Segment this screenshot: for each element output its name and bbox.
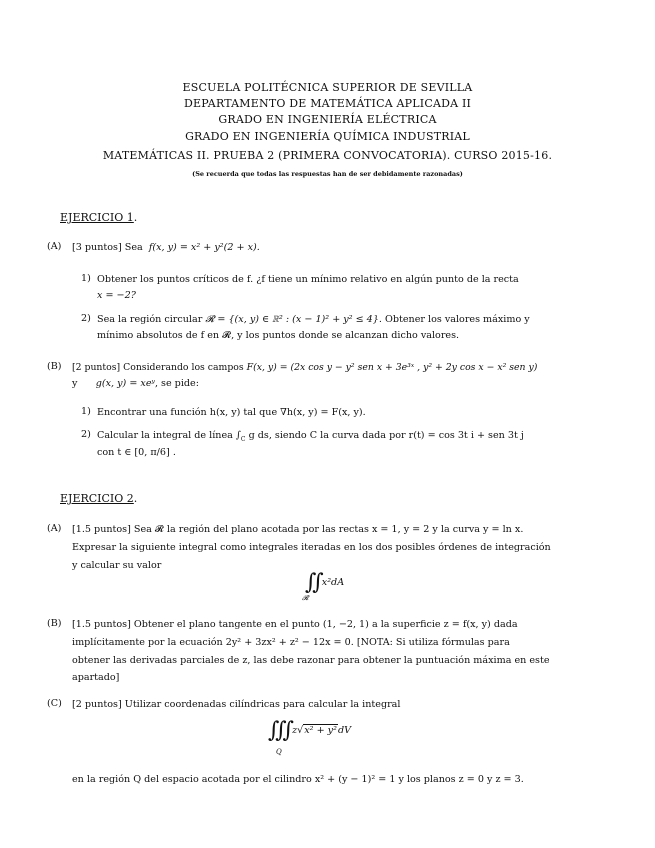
ex1-a-item1-line2: x = −2?: [97, 290, 136, 301]
ex2-c-integrand-root: x² + y²: [304, 725, 337, 736]
double-integral-symbol: ∬: [305, 570, 319, 595]
ex2-a-line3: y calcular su valor: [72, 560, 162, 571]
ex1-b-item1-num: 1): [81, 406, 91, 417]
ex1-b-intro: [72, 361, 537, 374]
sqrt-sign: √: [297, 725, 304, 736]
ex1-b-field-F: F(x, y) = (2x cos y − y² sen x + 3e³ˣ , y² + 2y cos x − x² sen y): [246, 362, 538, 373]
ex1-b-field-g: g(x, y) = xeʸ: [95, 378, 155, 389]
ex1-a-item2-line1: [97, 313, 530, 326]
ex2-a-label: (A): [47, 523, 62, 534]
ex2-c-integral-region: Q: [276, 748, 282, 756]
ex1-b-curve-sub: C: [240, 435, 246, 443]
ex1-a-item1-num: 1): [81, 273, 91, 284]
ex2-b-line1: [1.5 puntos] Obtener el plano tangente en el punto (1, −2, 1) a la superficie z = f(x, y) dada: [72, 619, 518, 630]
ex2-b-line4: apartado]: [72, 672, 120, 683]
ex2-a-line2: Expresar la siguiente integral como integrales iteradas en los dos posibles órdenes de integración: [72, 542, 551, 553]
exercise-2-title: EJERCICIO 2.: [60, 492, 138, 505]
ex2-b-line2: implícitamente por la ecuación 2y² + 3zx² + z² − 12x = 0. [NOTA: Si utiliza fórmulas para: [72, 637, 510, 648]
ex1-b-label: (B): [47, 361, 62, 372]
ex1-b-and: y: [72, 378, 78, 389]
ex1-a-intro-text: [3 puntos] Sea: [72, 242, 143, 253]
ex2-c-triple-integral: [268, 718, 378, 758]
ex1-b-item2-line1: [97, 429, 524, 446]
ex1-a-function: f(x, y) = x² + y²(2 + x).: [148, 242, 260, 253]
ex2-a-integrand: x²dA: [321, 577, 345, 588]
ex1-a-region: 𝓡 = {(x, y) ∈ ℝ² : (x − 1)² + y² ≤ 4}: [205, 314, 379, 325]
ex1-b-item1: Encontrar una función h(x, y) tal que ∇h(x, y) = F(x, y).: [97, 407, 366, 418]
ex1-b-item2-line2: con t ∈ [0, π/6] .: [97, 447, 176, 458]
exercise-1-title-text: EJERCICIO 1: [60, 211, 134, 224]
header-degree-1: GRADO EN INGENIERÍA ELÉCTRICA: [218, 113, 437, 126]
header-school: ESCUELA POLITÉCNICA SUPERIOR DE SEVILLA: [182, 81, 473, 94]
ex1-a-item2-line2: mínimo absolutos de f en 𝓡, y los puntos donde se alcanzan dicho valores.: [97, 330, 460, 341]
ex2-b-line3: obtener las derivadas parciales de z, las debe razonar para obtener la puntuación máxima en este: [72, 655, 550, 666]
ex2-c-label: (C): [47, 698, 62, 709]
exercise-2-title-text: EJERCICIO 2: [60, 492, 134, 505]
ex1-b-se-pide: , se pide:: [154, 378, 199, 389]
ex2-b-label: (B): [47, 618, 62, 629]
header-degree-2: GRADO EN INGENIERÍA QUÍMICA INDUSTRIAL: [185, 130, 470, 143]
ex2-a-line1: [1.5 puntos] Sea 𝓡 la región del plano acotada por las rectas x = 1, y = 2 y la curva y = ln x.: [72, 524, 524, 535]
ex1-b-line-integral: Calcular la integral de línea ∫: [97, 430, 241, 441]
header-note: (Se recuerda que todas las respuestas han de ser debidamente razonadas): [192, 170, 463, 178]
ex1-a-item2-text: Sea la región circular: [97, 314, 203, 325]
exercise-1-title: EJERCICIO 1.: [60, 211, 138, 224]
header-department: DEPARTAMENTO DE MATEMÁTICA APLICADA II: [183, 97, 472, 110]
header-exam-title: MATEMÁTICAS II. PRUEBA 2 (PRIMERA CONVOCATORIA). CURSO 2015-16.: [102, 149, 553, 162]
ex1-b-item2-num: 2): [81, 429, 91, 440]
ex1-a-item2-num: 2): [81, 313, 91, 324]
ex1-a-item2-text-end: . Obtener los valores máximo y: [378, 314, 530, 325]
ex2-a-integral-region: 𝓡: [302, 594, 309, 602]
ex2-c-line2: en la región Q del espacio acotada por el cilindro x² + (y − 1)² = 1 y los planos z = 0 y z = 3.: [72, 774, 524, 785]
ex1-a-item1-line1: Obtener los puntos críticos de f. ¿f tiene un mínimo relativo en algún punto de la recta: [97, 274, 519, 285]
triple-integral-symbol: ∭: [268, 718, 290, 743]
ex2-c-integrand-z: z: [292, 725, 298, 736]
ex2-c-integrand-dv: dV: [337, 725, 352, 736]
ex2-a-double-integral: [302, 570, 365, 606]
ex1-a-label: (A): [47, 241, 62, 252]
ex2-c-line1: [2 puntos] Utilizar coordenadas cilíndricas para calcular la integral: [72, 699, 401, 710]
ex1-b-curve-def: g ds, siendo C la curva dada por r(t) = cos 3t i + sen 3t j: [248, 430, 524, 441]
ex1-b-intro-text: [2 puntos] Considerando los campos: [72, 362, 244, 373]
ex1-a-intro: [72, 241, 260, 254]
ex1-b-intro-line2: [72, 377, 199, 390]
